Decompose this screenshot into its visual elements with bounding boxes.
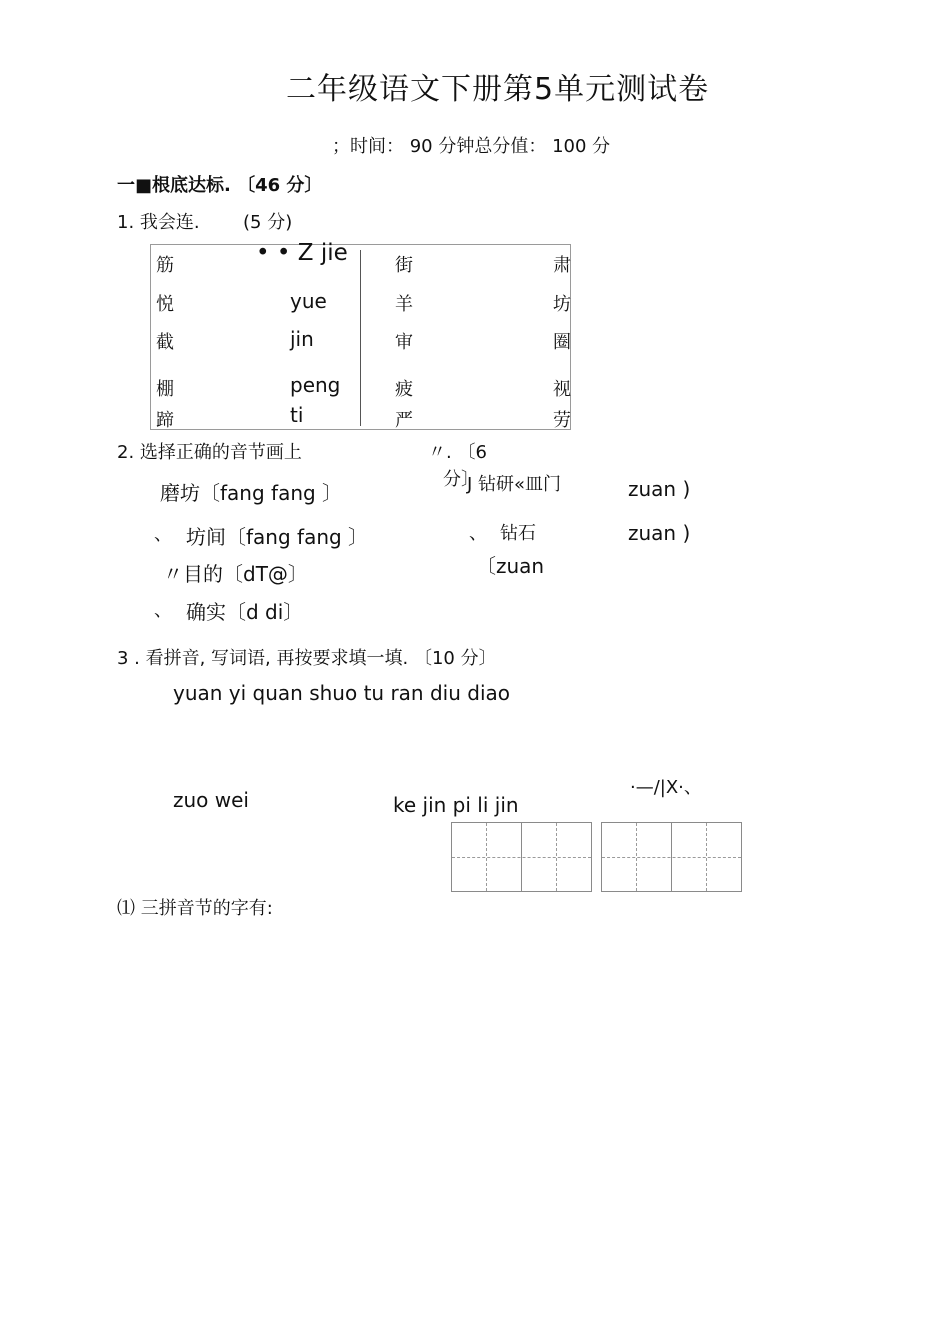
section-heading: 一■根底达标. 〔46 分〕: [117, 175, 323, 196]
match-char: 筋: [156, 255, 174, 276]
word-zuanshi: 钻石: [500, 523, 536, 544]
match-char: 街: [395, 255, 413, 276]
match-char: 肃: [553, 255, 571, 276]
question-1-points: (5 分): [243, 212, 293, 233]
match-pinyin: peng: [290, 373, 341, 397]
match-char: 视: [553, 379, 571, 400]
match-char: 圈: [553, 332, 571, 353]
word-queshi: 确实〔d di〕: [186, 600, 304, 624]
matching-divider: [360, 250, 361, 426]
match-char: 棚: [156, 379, 174, 400]
match-char: 坊: [553, 294, 571, 315]
match-char: 审: [395, 332, 413, 353]
match-char: 羊: [395, 294, 413, 315]
exam-info: ；时间： 90 分钟总分值： 100 分: [332, 136, 611, 157]
match-char: 蹄: [156, 410, 174, 431]
pinyin-option: zuan ): [628, 521, 691, 545]
match-char: 严: [395, 410, 413, 431]
word-fangjian: 坊间〔fang fang 〕: [186, 525, 369, 549]
match-char: 截: [156, 332, 174, 353]
pinyin-option: zuan ): [628, 477, 691, 501]
list-mark: 、: [154, 524, 172, 545]
scan-noise: ·—/|X·、: [630, 777, 702, 798]
pinyin-option: 〔zuan: [476, 554, 545, 578]
match-char: 悦: [156, 294, 174, 315]
sub-question-1: ⑴ 三拼音节的字有:: [117, 898, 273, 919]
writing-grid[interactable]: [451, 822, 592, 892]
match-char: 疲: [395, 379, 413, 400]
word-mudi: 〃目的〔dT@〕: [163, 562, 308, 586]
match-char: 劳: [553, 410, 571, 431]
question-2-label: 2. 选择正确的音节画上: [117, 442, 302, 463]
page-title: 二年级语文下册第5单元测试卷: [286, 72, 710, 107]
pinyin-zuowei: zuo wei: [173, 788, 249, 812]
list-mark: 、: [154, 600, 172, 621]
match-pinyin: • • Z jie: [256, 240, 348, 266]
pinyin-kejin: ke jin pi li jin: [393, 793, 519, 817]
match-pinyin: yue: [290, 289, 327, 313]
question-2-points: 〃. 〔6: [428, 442, 487, 463]
writing-grid[interactable]: [601, 822, 742, 892]
match-pinyin: ti: [290, 403, 304, 427]
question-3-label: 3 . 看拼音, 写词语, 再按要求填一填. 〔10 分〕: [117, 648, 497, 669]
list-mark: 、: [469, 523, 487, 544]
match-pinyin: jin: [290, 327, 314, 351]
question-1-label: 1. 我会连.: [117, 212, 200, 233]
word-mofang: 磨坊〔fang fang 〕: [160, 481, 343, 505]
pinyin-line: yuan yi quan shuo tu ran diu diao: [173, 681, 510, 705]
word-zuanyan: J 钻研«皿门: [467, 474, 562, 495]
question-2-points-end: 分〕: [443, 469, 479, 490]
